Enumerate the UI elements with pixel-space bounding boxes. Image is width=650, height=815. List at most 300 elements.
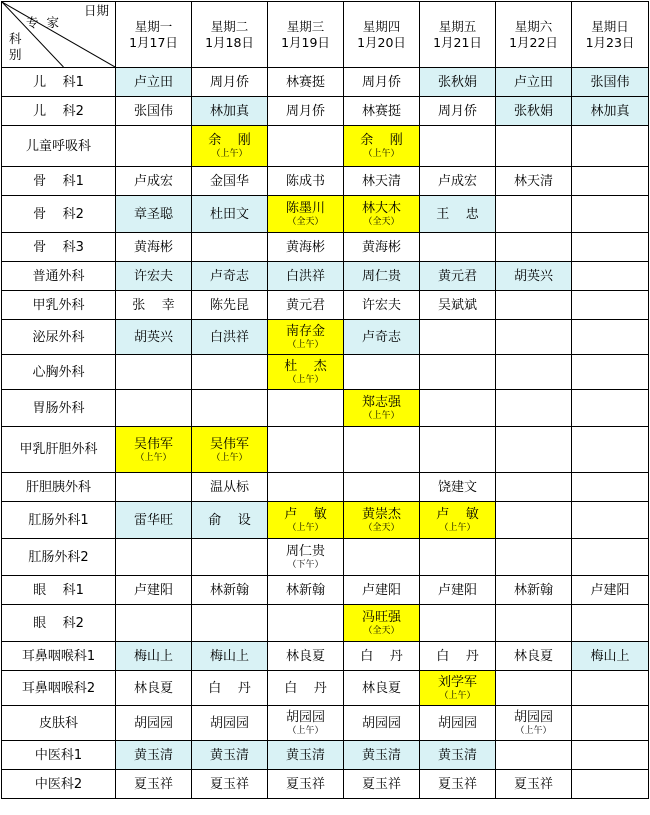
schedule-cell bbox=[116, 68, 192, 97]
schedule-cell bbox=[420, 473, 496, 502]
schedule-row bbox=[2, 770, 649, 799]
schedule-cell bbox=[496, 576, 572, 605]
schedule-cell bbox=[572, 233, 649, 262]
doctor-name: 冯旺强 bbox=[361, 610, 401, 625]
doctor-name: 章圣聪 bbox=[133, 206, 173, 222]
schedule-cell bbox=[268, 642, 344, 671]
schedule-cell bbox=[420, 770, 496, 799]
schedule-cell bbox=[268, 126, 344, 167]
doctor-name: 胡园园 bbox=[209, 715, 249, 731]
schedule-row bbox=[2, 167, 649, 196]
doctor-name: 南存金 bbox=[285, 324, 325, 339]
schedule-cell bbox=[496, 126, 572, 167]
doctor-name: 杜田文 bbox=[209, 206, 249, 222]
schedule-cell bbox=[496, 605, 572, 642]
schedule-cell bbox=[496, 291, 572, 320]
schedule-cell bbox=[572, 671, 649, 706]
doctor-name: 吴伟军 bbox=[209, 436, 249, 452]
day-date: 1月21日 bbox=[433, 34, 482, 50]
schedule-cell bbox=[268, 196, 344, 233]
schedule-cell bbox=[420, 291, 496, 320]
department-name: 普通外科 bbox=[2, 262, 116, 291]
schedule-cell bbox=[344, 576, 420, 605]
session-note: （全天） bbox=[363, 626, 400, 636]
schedule-cell bbox=[420, 233, 496, 262]
schedule-cell bbox=[344, 706, 420, 741]
schedule-cell bbox=[192, 671, 268, 706]
doctor-name: 黄海彬 bbox=[361, 239, 401, 255]
day-weekday: 星期一 bbox=[134, 18, 173, 34]
schedule-cell bbox=[572, 262, 649, 291]
department-name: 眼 科1 bbox=[2, 576, 116, 605]
schedule-cell bbox=[496, 68, 572, 97]
schedule-row bbox=[2, 97, 649, 126]
doctor-name: 白洪祥 bbox=[209, 329, 249, 345]
session-note: （上午） bbox=[211, 149, 248, 159]
schedule-cell bbox=[116, 605, 192, 642]
schedule-cell bbox=[420, 502, 496, 539]
schedule-cell bbox=[268, 576, 344, 605]
doctor-name: 林加真 bbox=[209, 103, 249, 119]
session-note: （上午） bbox=[439, 523, 476, 533]
schedule-cell bbox=[116, 262, 192, 291]
schedule-cell bbox=[420, 355, 496, 390]
schedule-cell bbox=[420, 427, 496, 473]
schedule-cell bbox=[116, 706, 192, 741]
schedule-row bbox=[2, 642, 649, 671]
schedule-cell bbox=[572, 126, 649, 167]
doctor-name: 黄玉清 bbox=[209, 747, 249, 763]
doctor-name: 周月侨 bbox=[437, 103, 477, 119]
schedule-cell bbox=[192, 97, 268, 126]
doctor-name: 梅山上 bbox=[133, 648, 173, 664]
schedule-cell bbox=[116, 196, 192, 233]
schedule-cell bbox=[572, 390, 649, 427]
doctor-name: 林天清 bbox=[361, 173, 401, 189]
doctor-name: 吴斌斌 bbox=[437, 297, 477, 313]
doctor-name: 黄元君 bbox=[437, 268, 477, 284]
doctor-name: 林赛挺 bbox=[285, 74, 325, 90]
doctor-name: 胡园园 bbox=[133, 715, 173, 731]
session-note: （上午） bbox=[363, 411, 400, 421]
department-name: 眼 科2 bbox=[2, 605, 116, 642]
schedule-cell bbox=[572, 196, 649, 233]
doctor-name: 林良夏 bbox=[513, 648, 553, 664]
schedule-row bbox=[2, 126, 649, 167]
schedule-cell bbox=[268, 97, 344, 126]
doctor-name: 周月侨 bbox=[361, 74, 401, 90]
doctor-name: 卢成宏 bbox=[437, 173, 477, 189]
schedule-cell bbox=[344, 427, 420, 473]
doctor-name: 陈成书 bbox=[285, 173, 325, 189]
schedule-cell bbox=[116, 97, 192, 126]
day-weekday: 星期日 bbox=[591, 18, 629, 34]
department-name: 胃肠外科 bbox=[2, 390, 116, 427]
schedule-cell bbox=[420, 576, 496, 605]
department-name: 肛肠外科2 bbox=[2, 539, 116, 576]
doctor-name: 黄玉清 bbox=[437, 747, 477, 763]
session-note: （上午） bbox=[287, 523, 324, 533]
doctor-name: 卢立田 bbox=[133, 74, 173, 90]
schedule-cell bbox=[268, 741, 344, 770]
day-weekday: 星期三 bbox=[286, 18, 325, 34]
schedule-cell bbox=[420, 167, 496, 196]
doctor-name: 张国伟 bbox=[590, 74, 630, 90]
doctor-name: 陈先昆 bbox=[209, 297, 249, 313]
schedule-cell bbox=[192, 427, 268, 473]
schedule-cell bbox=[192, 605, 268, 642]
doctor-name: 郑志强 bbox=[361, 395, 401, 410]
doctor-name: 夏玉祥 bbox=[513, 776, 553, 792]
schedule-cell bbox=[496, 502, 572, 539]
session-note: （全天） bbox=[287, 217, 324, 227]
schedule-cell bbox=[116, 473, 192, 502]
schedule-cell bbox=[344, 262, 420, 291]
schedule-cell bbox=[420, 97, 496, 126]
schedule-cell bbox=[496, 233, 572, 262]
schedule-row bbox=[2, 196, 649, 233]
schedule-cell bbox=[116, 427, 192, 473]
doctor-name: 林良夏 bbox=[361, 680, 401, 696]
session-note: （上午） bbox=[439, 691, 476, 701]
department-name: 甲乳外科 bbox=[2, 291, 116, 320]
schedule-row bbox=[2, 539, 649, 576]
schedule-row bbox=[2, 605, 649, 642]
schedule-cell bbox=[496, 97, 572, 126]
department-name: 肝胆胰外科 bbox=[2, 473, 116, 502]
schedule-cell bbox=[496, 671, 572, 706]
schedule-cell bbox=[268, 390, 344, 427]
doctor-name: 卢立田 bbox=[513, 74, 553, 90]
doctor-name: 林新翰 bbox=[285, 582, 325, 598]
day-header bbox=[344, 2, 420, 68]
schedule-cell bbox=[496, 770, 572, 799]
schedule-row bbox=[2, 576, 649, 605]
schedule-cell bbox=[116, 355, 192, 390]
day-date: 1月23日 bbox=[585, 34, 635, 50]
schedule-cell bbox=[344, 770, 420, 799]
schedule-cell bbox=[116, 291, 192, 320]
doctor-name: 金国华 bbox=[209, 173, 249, 189]
schedule-cell bbox=[116, 642, 192, 671]
schedule-cell bbox=[344, 233, 420, 262]
session-note: （全天） bbox=[363, 523, 400, 533]
schedule-row bbox=[2, 706, 649, 741]
schedule-cell bbox=[572, 706, 649, 741]
schedule-row bbox=[2, 390, 649, 427]
doctor-name: 许宏夫 bbox=[133, 268, 173, 284]
day-date: 1月22日 bbox=[509, 34, 558, 50]
doctor-name: 刘学军 bbox=[437, 675, 477, 690]
schedule-cell bbox=[192, 262, 268, 291]
day-header bbox=[572, 2, 649, 68]
department-name: 泌尿外科 bbox=[2, 320, 116, 355]
schedule-cell bbox=[268, 291, 344, 320]
doctor-name: 白 丹 bbox=[208, 680, 251, 696]
doctor-name: 夏玉祥 bbox=[133, 776, 173, 792]
clinic-schedule-table bbox=[1, 1, 649, 799]
schedule-cell bbox=[420, 196, 496, 233]
day-header bbox=[192, 2, 268, 68]
schedule-cell bbox=[116, 233, 192, 262]
schedule-row bbox=[2, 291, 649, 320]
doctor-name: 黄玉清 bbox=[361, 747, 401, 763]
schedule-cell bbox=[572, 167, 649, 196]
schedule-cell bbox=[496, 539, 572, 576]
schedule-row bbox=[2, 502, 649, 539]
department-name: 骨 科3 bbox=[2, 233, 116, 262]
doctor-name: 卢建阳 bbox=[437, 582, 477, 598]
schedule-row bbox=[2, 262, 649, 291]
schedule-cell bbox=[344, 473, 420, 502]
schedule-cell bbox=[572, 576, 649, 605]
schedule-cell bbox=[268, 68, 344, 97]
schedule-row bbox=[2, 473, 649, 502]
corner-date-label: 日期 bbox=[83, 3, 109, 18]
doctor-name: 卢建阳 bbox=[590, 582, 630, 598]
doctor-name: 胡英兴 bbox=[133, 329, 173, 345]
doctor-name: 周月侨 bbox=[285, 103, 325, 119]
doctor-name: 周月侨 bbox=[209, 74, 249, 90]
schedule-cell bbox=[268, 320, 344, 355]
doctor-name: 余 刚 bbox=[360, 133, 403, 148]
doctor-name: 白 丹 bbox=[360, 648, 403, 664]
schedule-row bbox=[2, 233, 649, 262]
session-note: （上午） bbox=[287, 726, 324, 736]
doctor-name: 黄海彬 bbox=[133, 239, 173, 255]
schedule-cell bbox=[344, 320, 420, 355]
schedule-body bbox=[2, 68, 649, 799]
schedule-cell bbox=[268, 233, 344, 262]
schedule-cell bbox=[268, 706, 344, 741]
doctor-name: 张秋娟 bbox=[513, 103, 553, 119]
schedule-cell bbox=[572, 642, 649, 671]
session-note: （上午） bbox=[135, 452, 172, 463]
schedule-cell bbox=[420, 262, 496, 291]
schedule-cell bbox=[192, 291, 268, 320]
day-weekday: 星期六 bbox=[514, 18, 553, 34]
doctor-name: 梅山上 bbox=[590, 648, 630, 664]
doctor-name: 夏玉祥 bbox=[361, 776, 401, 792]
schedule-cell bbox=[496, 427, 572, 473]
day-weekday: 星期四 bbox=[362, 18, 401, 34]
schedule-row bbox=[2, 671, 649, 706]
schedule-cell bbox=[268, 605, 344, 642]
doctor-name: 梅山上 bbox=[209, 648, 249, 664]
schedule-cell bbox=[344, 671, 420, 706]
schedule-cell bbox=[420, 539, 496, 576]
schedule-cell bbox=[344, 167, 420, 196]
schedule-cell bbox=[572, 97, 649, 126]
schedule-cell bbox=[192, 390, 268, 427]
schedule-cell bbox=[572, 427, 649, 473]
doctor-name: 张 幸 bbox=[132, 297, 175, 313]
schedule-cell bbox=[420, 390, 496, 427]
corner-expert-label: 专 家 bbox=[26, 15, 59, 30]
schedule-cell bbox=[344, 605, 420, 642]
schedule-cell bbox=[496, 355, 572, 390]
schedule-cell bbox=[572, 741, 649, 770]
doctor-name: 卢建阳 bbox=[133, 582, 173, 598]
schedule-cell bbox=[268, 355, 344, 390]
schedule-cell bbox=[344, 97, 420, 126]
corner-dept-label-2: 别 bbox=[9, 47, 22, 62]
doctor-name: 卢成宏 bbox=[133, 173, 173, 189]
schedule-cell bbox=[344, 126, 420, 167]
department-name: 耳鼻咽喉科2 bbox=[2, 671, 116, 706]
schedule-cell bbox=[496, 642, 572, 671]
day-header bbox=[116, 2, 192, 68]
schedule-cell bbox=[268, 502, 344, 539]
day-date: 1月19日 bbox=[281, 34, 330, 50]
schedule-row bbox=[2, 355, 649, 390]
schedule-cell bbox=[344, 390, 420, 427]
schedule-cell bbox=[572, 68, 649, 97]
schedule-cell bbox=[268, 671, 344, 706]
doctor-name: 胡园园 bbox=[361, 715, 401, 731]
schedule-cell bbox=[116, 502, 192, 539]
day-header bbox=[420, 2, 496, 68]
schedule-cell bbox=[116, 390, 192, 427]
department-name: 儿 科2 bbox=[2, 97, 116, 126]
doctor-name: 白洪祥 bbox=[285, 268, 325, 284]
department-name: 中医科1 bbox=[2, 741, 116, 770]
schedule-cell bbox=[496, 706, 572, 741]
schedule-cell bbox=[116, 770, 192, 799]
schedule-cell bbox=[572, 320, 649, 355]
schedule-cell bbox=[192, 473, 268, 502]
corner-header bbox=[2, 2, 116, 68]
schedule-cell bbox=[116, 126, 192, 167]
schedule-row bbox=[2, 741, 649, 770]
schedule-cell bbox=[420, 642, 496, 671]
schedule-cell bbox=[344, 741, 420, 770]
schedule-cell bbox=[344, 196, 420, 233]
doctor-name: 吴伟军 bbox=[133, 436, 173, 452]
session-note: （下午） bbox=[287, 560, 324, 570]
doctor-name: 林新翰 bbox=[513, 582, 553, 598]
doctor-name: 夏玉祥 bbox=[437, 776, 477, 792]
doctor-name: 林加真 bbox=[590, 103, 630, 119]
schedule-cell bbox=[420, 68, 496, 97]
schedule-cell bbox=[116, 671, 192, 706]
doctor-name: 卢 敏 bbox=[284, 507, 327, 522]
schedule-cell bbox=[192, 126, 268, 167]
schedule-cell bbox=[420, 706, 496, 741]
doctor-name: 胡园园 bbox=[285, 710, 325, 725]
doctor-name: 黄元君 bbox=[285, 297, 325, 313]
doctor-name: 林良夏 bbox=[285, 648, 325, 664]
schedule-cell bbox=[572, 355, 649, 390]
doctor-name: 温从标 bbox=[209, 479, 249, 495]
doctor-name: 白 丹 bbox=[284, 680, 327, 696]
schedule-cell bbox=[344, 642, 420, 671]
doctor-name: 卢奇志 bbox=[209, 268, 249, 284]
session-note: （上午） bbox=[363, 149, 400, 159]
session-note: （上午） bbox=[515, 726, 552, 736]
schedule-cell bbox=[344, 539, 420, 576]
schedule-cell bbox=[116, 167, 192, 196]
schedule-cell bbox=[268, 167, 344, 196]
schedule-cell bbox=[572, 539, 649, 576]
schedule-cell bbox=[116, 320, 192, 355]
department-name: 儿童呼吸科 bbox=[2, 126, 116, 167]
doctor-name: 白 丹 bbox=[436, 648, 479, 664]
schedule-cell bbox=[192, 502, 268, 539]
doctor-name: 林新翰 bbox=[209, 582, 249, 598]
department-name: 皮肤科 bbox=[2, 706, 116, 741]
day-date: 1月18日 bbox=[205, 34, 254, 50]
schedule-cell bbox=[192, 196, 268, 233]
schedule-cell bbox=[572, 605, 649, 642]
schedule-cell bbox=[420, 741, 496, 770]
doctor-name: 杜 杰 bbox=[284, 359, 327, 374]
doctor-name: 林良夏 bbox=[133, 680, 173, 696]
schedule-cell bbox=[192, 642, 268, 671]
doctor-name: 卢奇志 bbox=[361, 329, 401, 345]
day-weekday: 星期五 bbox=[438, 18, 477, 34]
schedule-cell bbox=[496, 390, 572, 427]
doctor-name: 黄海彬 bbox=[285, 239, 325, 255]
schedule-cell bbox=[344, 291, 420, 320]
schedule-cell bbox=[192, 355, 268, 390]
doctor-name: 张秋娟 bbox=[437, 74, 477, 90]
day-header bbox=[268, 2, 344, 68]
schedule-cell bbox=[116, 576, 192, 605]
department-name: 儿 科1 bbox=[2, 68, 116, 97]
department-name: 骨 科2 bbox=[2, 196, 116, 233]
schedule-cell bbox=[192, 539, 268, 576]
day-date: 1月17日 bbox=[129, 34, 178, 50]
schedule-cell bbox=[496, 262, 572, 291]
schedule-cell bbox=[572, 770, 649, 799]
schedule-cell bbox=[496, 167, 572, 196]
session-note: （上午） bbox=[211, 452, 248, 463]
schedule-cell bbox=[572, 291, 649, 320]
schedule-cell bbox=[344, 502, 420, 539]
header-row bbox=[2, 2, 649, 68]
schedule-cell bbox=[496, 320, 572, 355]
schedule-cell bbox=[344, 68, 420, 97]
schedule-cell bbox=[572, 502, 649, 539]
department-name: 骨 科1 bbox=[2, 167, 116, 196]
schedule-cell bbox=[496, 741, 572, 770]
schedule-row bbox=[2, 427, 649, 473]
session-note: （上午） bbox=[287, 375, 324, 385]
doctor-name: 林大木 bbox=[361, 201, 401, 216]
doctor-name: 林天清 bbox=[513, 173, 553, 189]
session-note: （上午） bbox=[287, 340, 324, 350]
doctor-name: 胡英兴 bbox=[513, 268, 553, 284]
doctor-name: 陈墨川 bbox=[285, 201, 325, 216]
doctor-name: 胡园园 bbox=[437, 715, 477, 731]
doctor-name: 饶建文 bbox=[437, 479, 477, 495]
schedule-cell bbox=[192, 68, 268, 97]
schedule-cell bbox=[268, 539, 344, 576]
schedule-cell bbox=[192, 770, 268, 799]
schedule-cell bbox=[192, 167, 268, 196]
doctor-name: 周仁贵 bbox=[285, 544, 325, 559]
doctor-name: 黄玉清 bbox=[285, 747, 325, 763]
schedule-cell bbox=[116, 539, 192, 576]
doctor-name: 胡园园 bbox=[513, 710, 553, 725]
department-name: 心胸外科 bbox=[2, 355, 116, 390]
department-name: 甲乳肝胆外科 bbox=[2, 427, 116, 473]
doctor-name: 许宏夫 bbox=[361, 297, 401, 313]
doctor-name: 夏玉祥 bbox=[209, 776, 249, 792]
schedule-cell bbox=[420, 671, 496, 706]
schedule-cell bbox=[192, 233, 268, 262]
